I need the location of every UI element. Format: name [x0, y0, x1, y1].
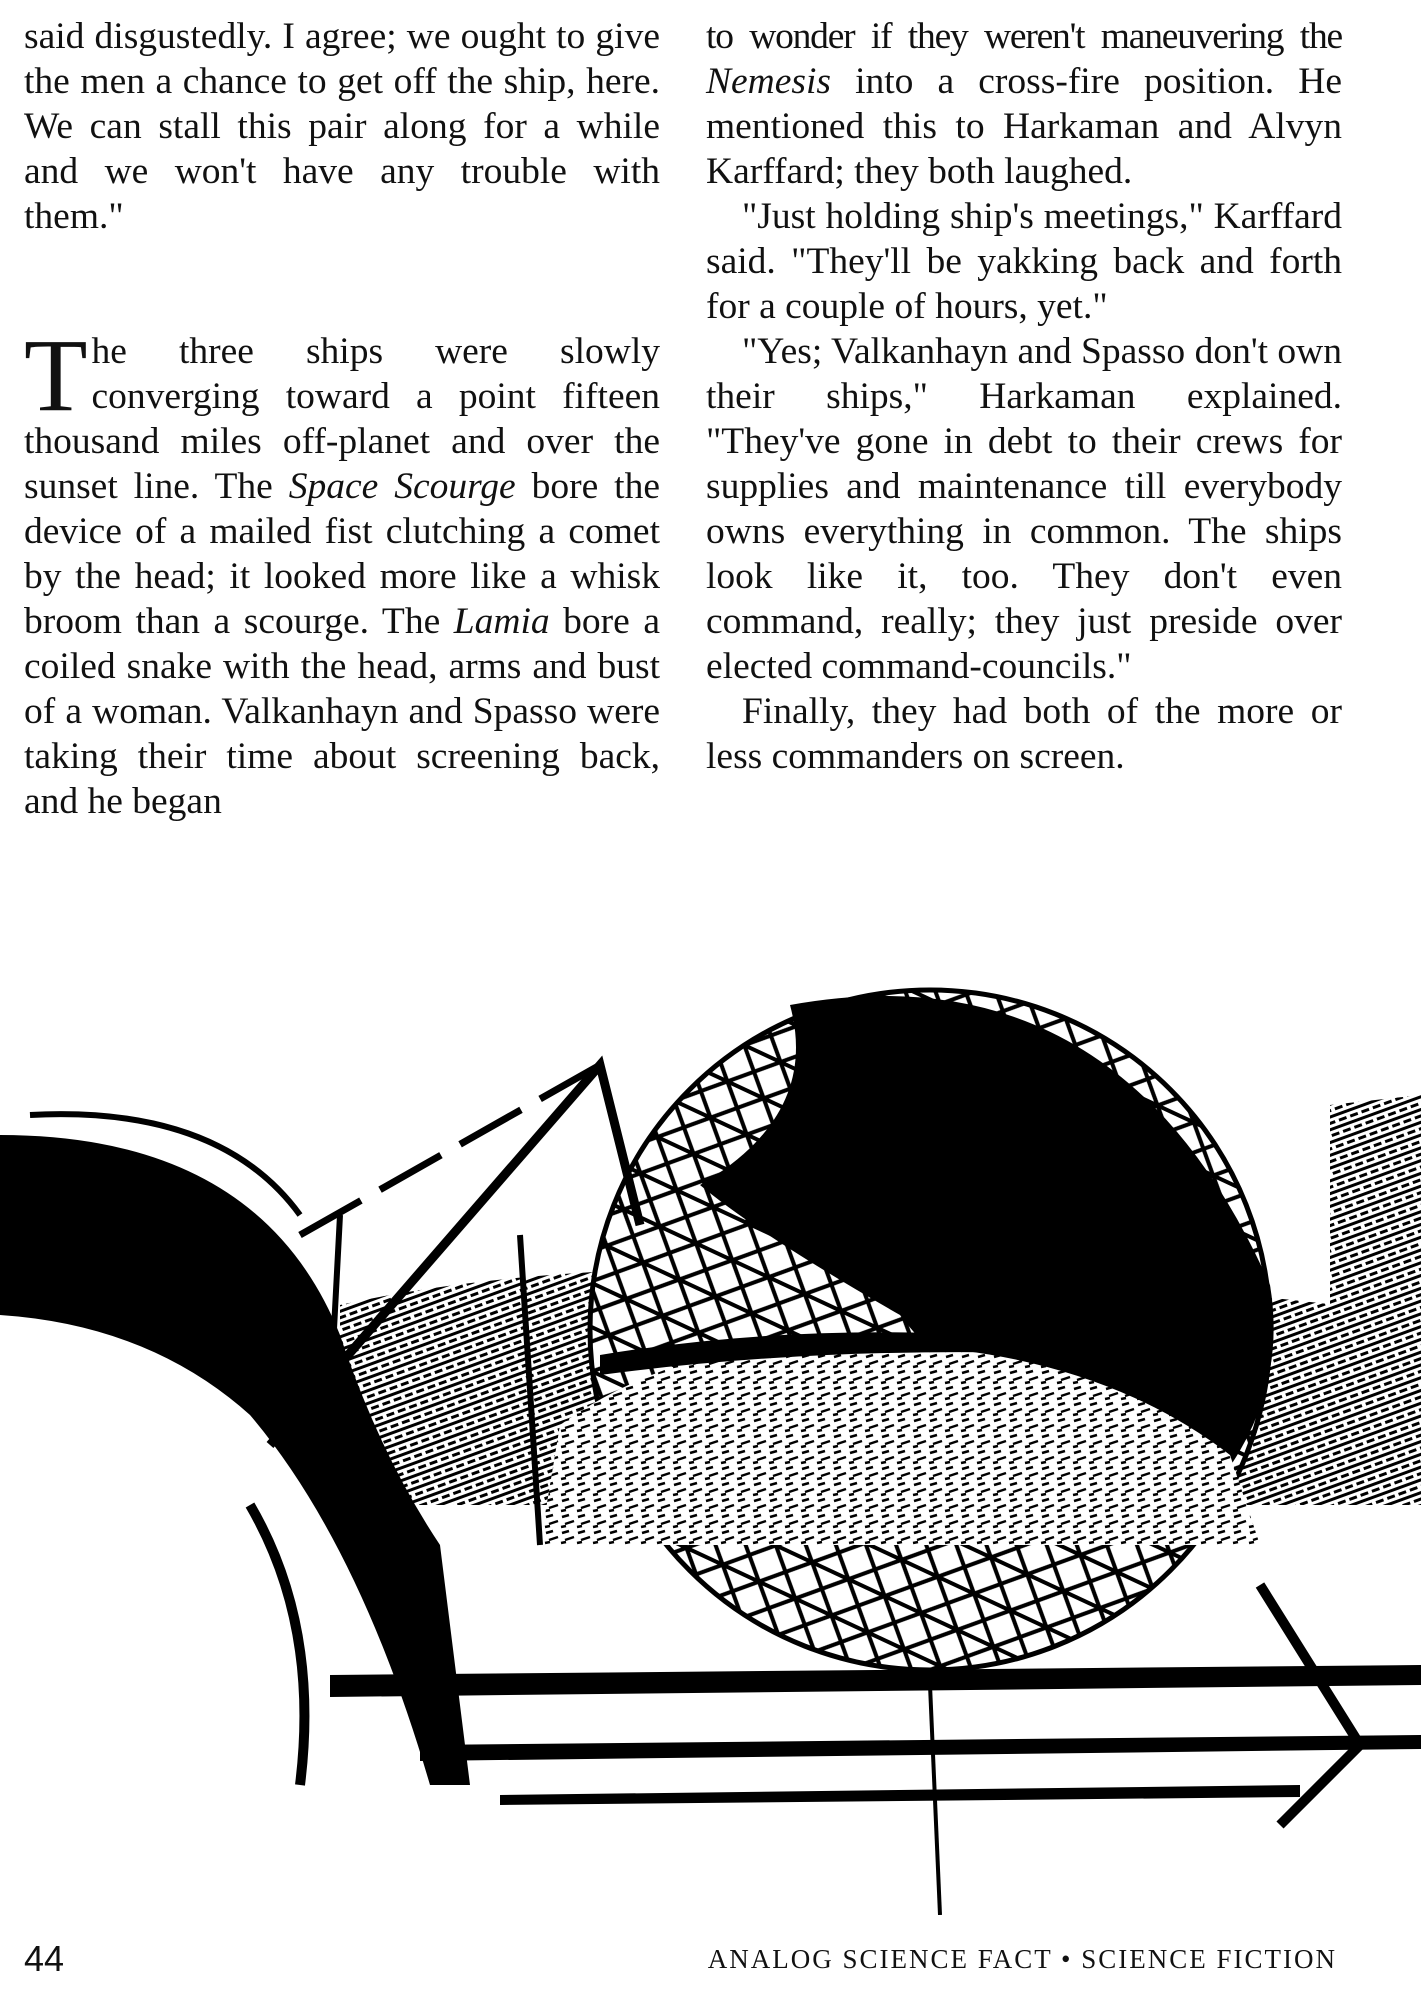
ground-plank: [500, 1785, 1300, 1805]
dashed-strut: [300, 1065, 600, 1235]
paragraph: Finally, they had both of the more or less commanders on screen.: [706, 691, 1342, 777]
ship-name-italic: Lamia: [453, 601, 550, 642]
text-run: he three ships were slowly converging toward a point fifteen thousand miles off-planet and over the sunset line. The: [24, 331, 660, 507]
text-run: bore the device of a mailed fist clutching a comet by the head; it looked more like a whisk broom than a scourge. The: [24, 466, 660, 642]
left-text-column: [24, 14, 660, 824]
ship-name-italic: Nemesis: [706, 61, 831, 102]
ground-plank: [420, 1735, 1421, 1761]
section-break: [24, 239, 660, 329]
text-run: into a cross-fire position. He mentioned this to Harkaman and Alvyn Karffard; they both laughed.: [706, 61, 1342, 192]
drop-cap: T: [24, 318, 88, 433]
paragraph: "Just holding ship's meetings," Karffard said. "They'll be yakking back and forth for a couple of hours, yet.": [706, 196, 1342, 327]
right-hatch: [1330, 1095, 1421, 1505]
page-number: 44: [24, 1938, 65, 1979]
paragraph: [24, 318, 661, 824]
paragraph: said disgustedly. I agree; we ought to give the men a chance to get off the ship, here. We can stall this pair along for a while and we won't have any trouble with them.": [24, 16, 660, 237]
spaceship-illustration: [0, 985, 1421, 1915]
wing-arch: [250, 1505, 304, 1785]
text-run: bore a coiled snake with the head, arms and bust of a woman. Valkanhayn and Spasso were taking their time about screening back, and he began: [24, 601, 661, 822]
ship-name-italic: Space Scourge: [288, 466, 516, 507]
running-head: ANALOG SCIENCE FACT • SCIENCE FICTION: [707, 1944, 1337, 1974]
paragraph: [706, 14, 1342, 194]
right-text-column: [706, 14, 1342, 779]
paragraph: "Yes; Valkanhayn and Spasso don't own their ships," Harkaman explained. "They've gone in debt to their crews for supplies and maintenance till everybody owns everything in common. The ships look like it, too. They don't even command, really; they just preside over elected command-councils.": [706, 331, 1342, 687]
text-run: to wonder if they weren't maneuvering the: [706, 16, 1342, 57]
ground-plank: [330, 1665, 1421, 1697]
